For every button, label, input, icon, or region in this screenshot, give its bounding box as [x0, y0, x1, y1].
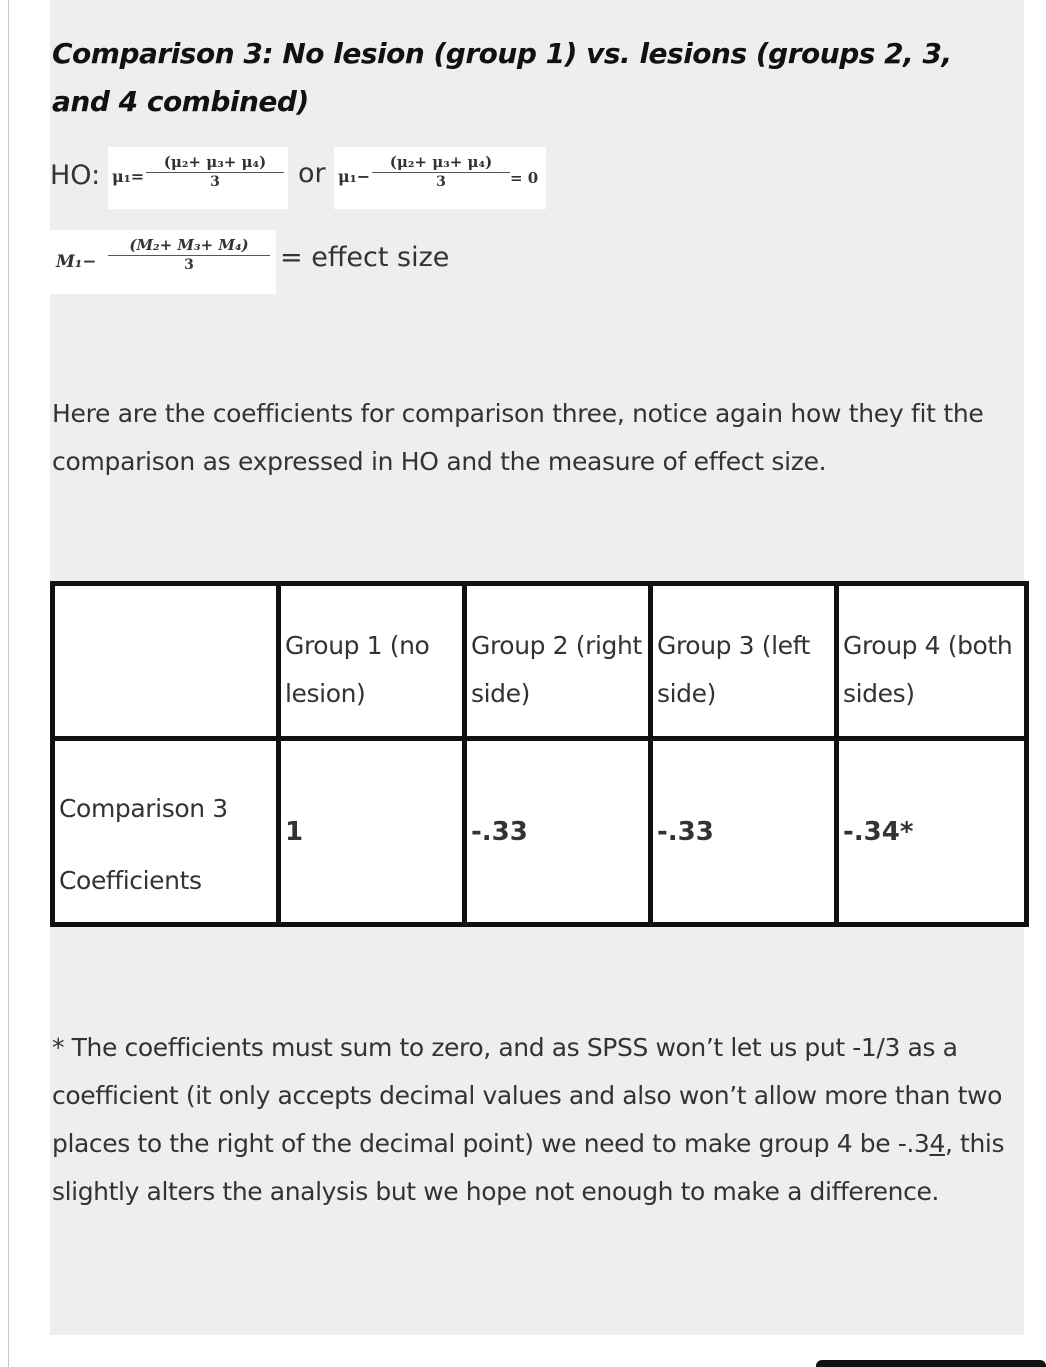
coef-value-group2: -.33 — [471, 816, 528, 847]
section-heading: Comparison 3: No lesion (group 1) vs. lesions (groups 2, 3, and 4 combined) — [52, 37, 952, 118]
table-header-row — [53, 584, 1027, 739]
effect-denominator: 3 — [184, 257, 194, 273]
effect-size-text: = effect size — [280, 242, 450, 273]
row-label-line1: Comparison 3 — [59, 794, 228, 823]
header-label-empty — [55, 586, 276, 622]
page-left-border — [8, 0, 9, 1367]
intro-paragraph: Here are the coefficients for comparison three, notice again how they fit the comparison as expressed in HO and the measure of effect size. — [52, 399, 984, 476]
footnote-underlined-digit: 4 — [929, 1129, 945, 1158]
effect-lhs: M₁− — [56, 252, 97, 272]
formula1-fraction — [146, 153, 284, 190]
coef-cell-group4 — [837, 739, 1027, 925]
hypothesis-label: HO: — [50, 160, 101, 191]
formula1-denominator: 3 — [210, 174, 220, 190]
formula2-fraction-bar — [372, 172, 510, 173]
header-label-group4: Group 4 (both sides) — [843, 631, 1013, 708]
row-label-cell — [53, 739, 279, 925]
table-row — [53, 739, 1027, 925]
effect-fraction — [108, 236, 270, 273]
formula1-numerator: (μ₂+ μ₃+ μ₄) — [163, 153, 267, 171]
header-cell-group3 — [651, 584, 837, 739]
hypothesis-formula-1 — [108, 147, 288, 209]
header-cell-group2 — [465, 584, 651, 739]
formula1-fraction-bar — [146, 172, 284, 173]
formula2-numerator: (μ₂+ μ₃+ μ₄) — [389, 153, 493, 171]
row-label — [55, 741, 276, 917]
coef-cell-group2 — [465, 739, 651, 925]
coefficients-table — [50, 581, 1029, 927]
header-cell-group4 — [837, 584, 1027, 739]
hypothesis-formula-2 — [334, 147, 546, 209]
formula2-fraction — [372, 153, 510, 190]
coef-value-group4: -.34* — [843, 816, 914, 847]
coef-value-group1: 1 — [285, 816, 304, 847]
effect-size-formula — [50, 230, 276, 294]
or-text: or — [298, 158, 326, 189]
row-label-line2: Coefficients — [59, 866, 202, 895]
coef-cell-group3 — [651, 739, 837, 925]
footnote-text-after: , this slightly alters the analysis but we hope not enough to make a difference. — [52, 1129, 1005, 1206]
header-cell-empty — [53, 584, 279, 739]
formula2-denominator: 3 — [436, 174, 446, 190]
effect-fraction-bar — [108, 255, 270, 256]
footnote — [52, 1024, 1020, 1216]
header-label-group3: Group 3 (left side) — [657, 631, 810, 708]
header-label-group1: Group 1 (no lesion) — [285, 631, 430, 708]
formula2-lhs: μ₁− — [338, 167, 371, 186]
coef-value-group3: -.33 — [657, 816, 714, 847]
formula2-rhs: = 0 — [510, 169, 539, 187]
header-cell-group1 — [279, 584, 465, 739]
effect-numerator: (M₂+ M₃+ M₄) — [129, 236, 249, 254]
coef-cell-group1 — [279, 739, 465, 925]
scroll-indicator[interactable] — [816, 1360, 1046, 1367]
formula1-lhs: μ₁= — [112, 167, 145, 186]
footnote-text-before: * The coefficients must sum to zero, and as SPSS won’t let us put -1/3 as a coefficient (it only accepts decimal values and also won’t allow more than two places to the right of the decimal point) we need to make group 4 be -.3 — [52, 1033, 1003, 1158]
header-label-group2: Group 2 (right side) — [471, 631, 642, 708]
